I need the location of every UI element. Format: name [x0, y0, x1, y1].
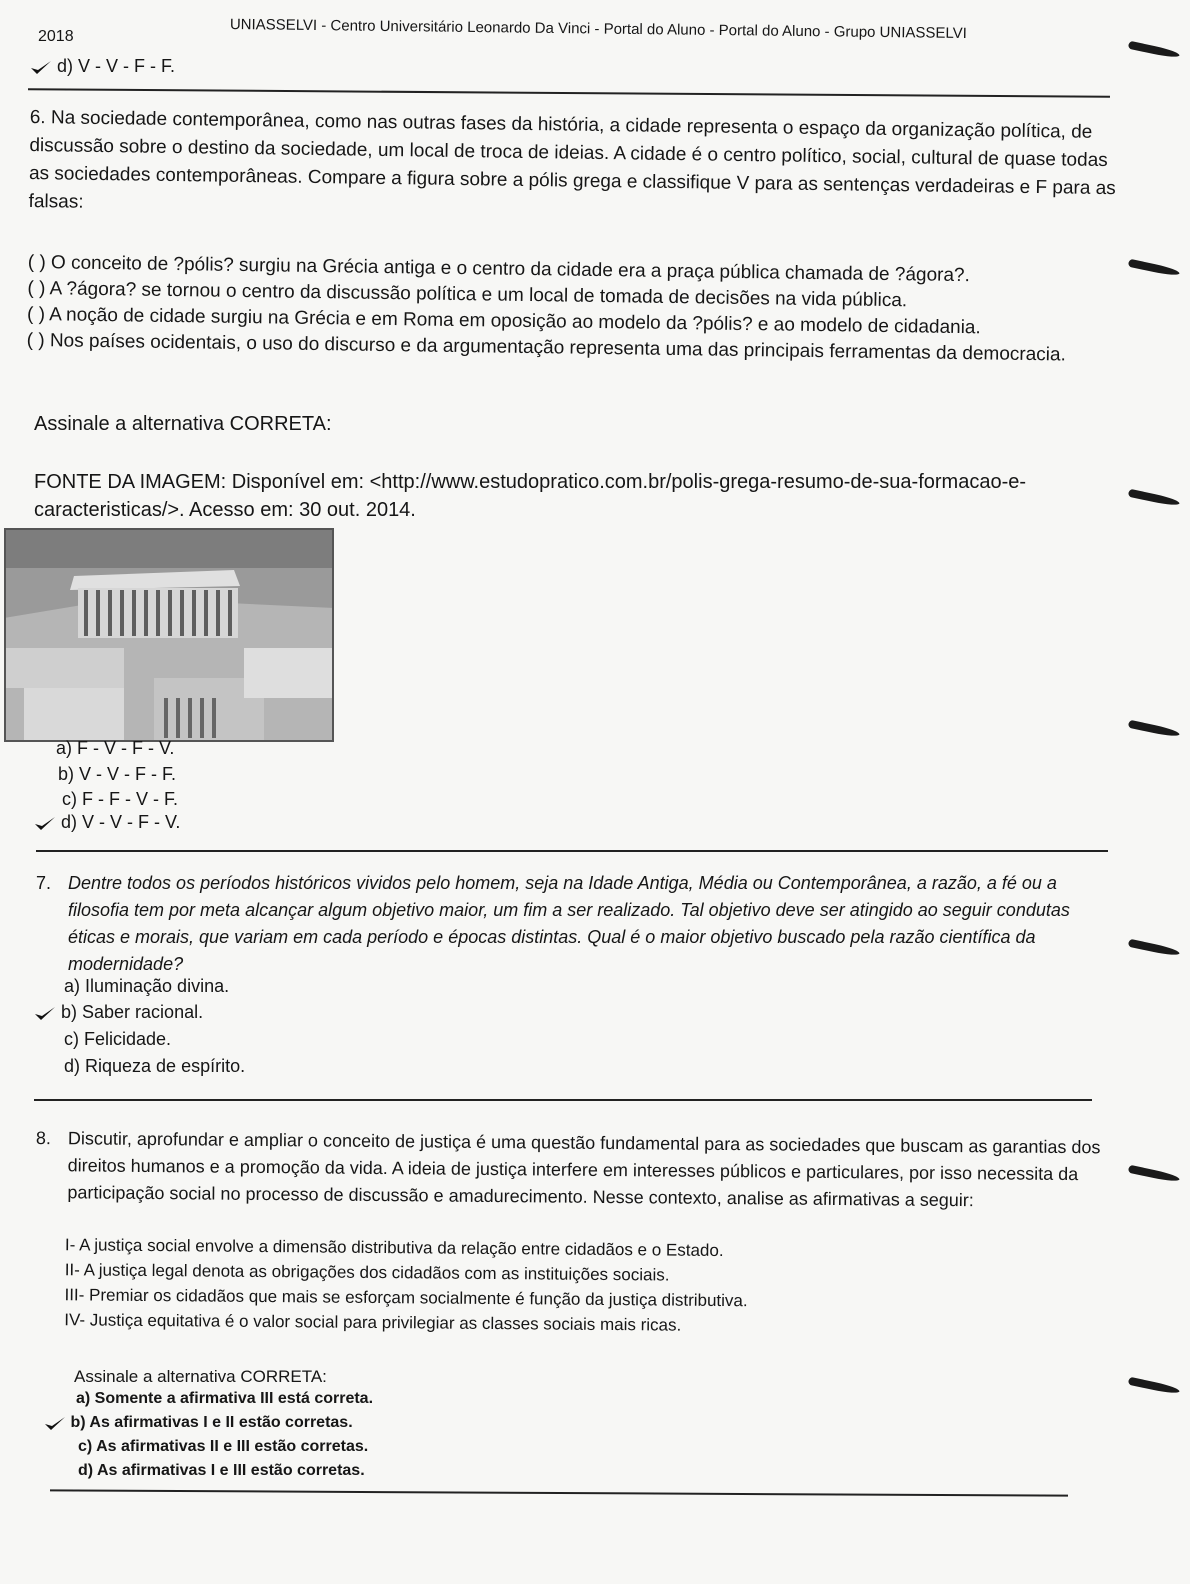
instruction: Assinale a alternativa CORRETA:	[34, 413, 332, 435]
statement: ( ) Nos países ocidentais, o uso do discurso e da argumentação representa uma das principais ferramentas da democracia.	[26, 329, 1066, 366]
statement: III- Premiar os cidadãos que mais se esforçam socialmente é função da justiça distributiva.	[64, 1285, 748, 1311]
option-b: b) V - V - F - F.	[58, 764, 177, 784]
statement: ( ) O conceito de ?pólis? surgiu na Grécia antiga e o centro da cidade era a praça pública chamada de ?ágora?.	[27, 251, 970, 287]
previous-answer-row	[30, 56, 175, 77]
option-a: a) Iluminação divina.	[64, 976, 230, 996]
checkmark-icon	[34, 1005, 56, 1021]
question-number: 6.	[29, 106, 46, 129]
question-text: Dentre todos os períodos históricos vividos pelo homem, seja na Idade Antiga, Média ou Contemporânea, a razão, a fé ou a filosofia tem por meta alcançar algum objetivo maior, um fim a ser realizado. Tal objetivo deve ser atingido ao seguir condutas éticas e morais, que variam em cada período e épocas distintas. Qual é o maior objetivo buscado pela razão científica da modernidade?	[68, 873, 1070, 974]
polis-photo	[4, 528, 334, 742]
divider	[34, 1099, 1092, 1101]
divider	[50, 1489, 1068, 1496]
margin-mark	[1128, 1377, 1181, 1396]
instruction: Assinale a alternativa CORRETA:	[74, 1367, 327, 1386]
question-text: Discutir, aprofundar e ampliar o conceito de justiça é uma questão fundamental para as sociedades que buscam as garantias dos direitos humanos e a promoção da vida. A ideia de justiça interfere em interesses públicos e particulares, por isso necessita da participação social no processo de discussão e amadurecimento. Nesse contexto, analise as afirmativas a seguir:	[67, 1128, 1101, 1211]
header-year: 2018	[38, 28, 74, 45]
option-a: a) Somente a afirmativa III está correta.	[76, 1390, 374, 1407]
statement: I- A justiça social envolve a dimensão distributiva da relação entre cidadãos e o Estado.	[64, 1235, 724, 1261]
question-number: 8.	[35, 1127, 51, 1149]
statement: IV- Justiça equitativa é o valor social para privilegiar as classes sociais mais ricas.	[64, 1310, 682, 1335]
option-d: d) V - V - F - V.	[61, 812, 181, 832]
checkmark-icon	[44, 1415, 66, 1431]
option-a: a) F - V - F - V.	[56, 738, 175, 758]
divider	[36, 850, 1108, 852]
header-title: UNIASSELVI - Centro Universitário Leonardo Da Vinci - Portal do Aluno - Portal do Aluno - Grupo UNIASSELVI	[229, 16, 967, 43]
option-c: c) Felicidade.	[64, 1029, 172, 1049]
margin-mark	[1128, 489, 1181, 508]
option-b: b) Saber racional.	[61, 1002, 204, 1022]
option-b-selected	[34, 1002, 203, 1023]
divider	[28, 88, 1110, 98]
option-d: d) Riqueza de espírito.	[64, 1056, 246, 1076]
image-source: FONTE DA IMAGEM: Disponível em: <http://www.estudopratico.com.br/polis-grega-resumo-de-sua-formacao-e-caracteristicas/>. Acesso em: 30 out. 2014.	[34, 471, 1027, 521]
checkmark-icon	[30, 59, 52, 75]
margin-mark	[1128, 259, 1181, 278]
margin-mark	[1128, 720, 1181, 739]
margin-mark	[1128, 1165, 1181, 1184]
question-7	[36, 870, 1096, 978]
margin-mark	[1128, 41, 1181, 60]
statement: II- A justiça legal denota as obrigações dos cidadãos com as instituições sociais.	[64, 1260, 670, 1285]
option-b: b) As afirmativas I e II estão corretas.	[70, 1414, 353, 1431]
statement: ( ) A ?ágora? se tornou o centro da discussão política e um local de tomada de decisões na vida pública.	[27, 277, 908, 312]
statement: ( ) A noção de cidade surgiu na Grécia e em Roma em oposição ao modelo da ?pólis? e ao modelo de cidadania.	[26, 303, 981, 339]
checkmark-icon	[34, 815, 56, 831]
option-c: c) F - F - V - F.	[62, 789, 178, 809]
option-d: d) As afirmativas I e III estão corretas.	[78, 1462, 365, 1479]
question-text: Na sociedade contemporânea, como nas outras fases da história, a cidade representa o espaço da organização política, de discussão sobre o destino da sociedade, um local de troca de ideias. A cidade é o centro político, social, cultural de quase todas as sociedades contemporâneas. Compare a figura sobre a pólis grega e classifique V para as sentenças verdadeiras e F para as falsas:	[28, 107, 1116, 213]
question-number: 7.	[36, 873, 52, 893]
option-b-selected	[44, 1410, 353, 1435]
margin-mark	[1128, 939, 1181, 958]
option-d-selected	[34, 812, 180, 833]
option-c: c) As afirmativas II e III estão corretas.	[78, 1438, 369, 1455]
previous-answer: d) V - V - F - F.	[57, 56, 176, 76]
question-6	[27, 104, 1120, 369]
question-8	[34, 1125, 1106, 1341]
